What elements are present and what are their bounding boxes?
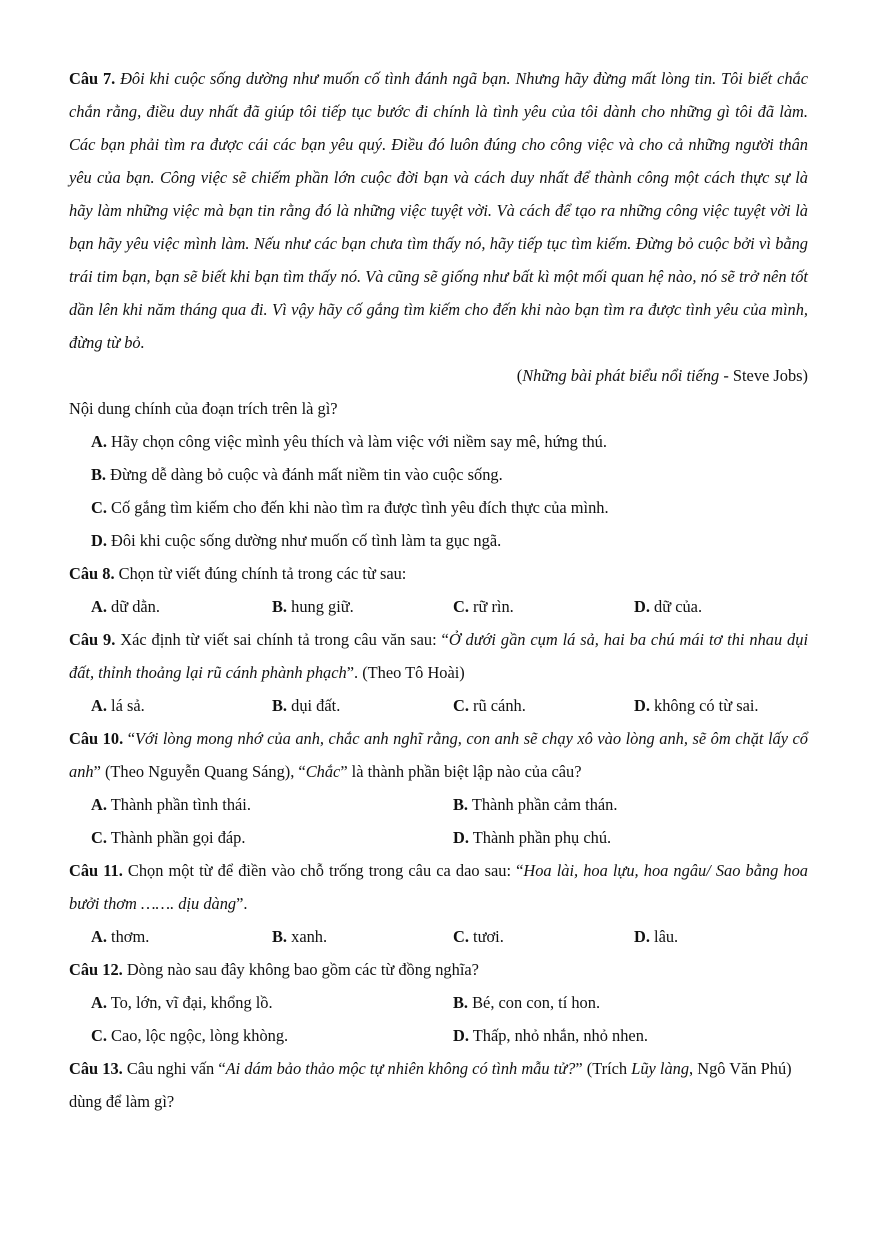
- option-d[interactable]: D. không có từ sai.: [634, 696, 759, 715]
- quote: Hoa lài, hoa lựu, hoa ngâu/ Sao bằng hoa bưởi thơm ……. dịu dàng: [69, 861, 808, 913]
- option-a[interactable]: A. Thành phần tình thái.: [91, 795, 251, 814]
- quote: Ở dưới gần cụm lá sả, hai ba chú mái tơ thi nhau dụi đất, thỉnh thoảng lại rũ cánh phành phạch: [69, 630, 808, 682]
- options-row: [69, 821, 808, 854]
- option-a[interactable]: A. Hãy chọn công việc mình yêu thích và làm việc với niềm say mê, hứng thú.: [91, 432, 607, 451]
- question-label: Câu 10.: [69, 729, 124, 748]
- quote: Với lòng mong nhớ của anh, chắc anh nghĩ rằng, con anh sẽ chạy xô vào lòng anh, sẽ ôm chặt lấy cổ anh: [69, 729, 808, 781]
- question-label: Câu 7.: [69, 69, 116, 88]
- keyword: Chắc: [305, 762, 341, 781]
- work-title: Lũy làng: [631, 1059, 690, 1078]
- quote: Ai dám bảo thảo mộc tự nhiên không có tình mẫu tử?: [225, 1059, 576, 1078]
- option-b[interactable]: B. xanh.: [272, 927, 328, 946]
- options-row: [69, 689, 808, 722]
- question-7: [69, 62, 808, 359]
- option-c[interactable]: C. Thành phần gọi đáp.: [91, 828, 246, 847]
- option-b[interactable]: B. Thành phần cảm thán.: [453, 795, 618, 814]
- question-8: Câu 8. Chọn từ viết đúng chính tả trong các từ sau:: [69, 564, 407, 583]
- option-a[interactable]: A. To, lớn, vĩ đại, khổng lồ.: [91, 993, 273, 1012]
- question-11: Câu 11. Chọn một từ để điền vào chỗ trống trong câu ca dao sau: “Hoa lài, hoa lựu, hoa ngâu/ Sao bằng hoa bưởi thơm ……. dịu dàng”.: [69, 861, 808, 913]
- question-label: Câu 13.: [69, 1059, 123, 1078]
- option-b[interactable]: B. Bé, con con, tí hon.: [453, 993, 601, 1012]
- option-b[interactable]: B. hung giữ.: [272, 597, 354, 616]
- option-d[interactable]: D. Đôi khi cuộc sống dường như muốn cố tình làm ta gục ngã.: [91, 531, 502, 550]
- option-d[interactable]: D. Thành phần phụ chú.: [453, 828, 612, 847]
- question-12: Câu 12. Dòng nào sau đây không bao gồm các từ đồng nghĩa?: [69, 960, 479, 979]
- question-13: Câu 13. Câu nghi vấn “Ai dám bảo thảo mộc tự nhiên không có tình mẫu tử?” (Trích Lũy làng, Ngô Văn Phú) dùng để làm gì?: [69, 1059, 792, 1111]
- option-c[interactable]: C. Cố gắng tìm kiếm cho đến khi nào tìm ra được tình yêu đích thực của mình.: [91, 498, 609, 517]
- option-d[interactable]: D. lâu.: [634, 927, 679, 946]
- question-7-prompt: Nội dung chính của đoạn trích trên là gì?: [69, 399, 338, 418]
- option-b[interactable]: B. Đừng dễ dàng bỏ cuộc và đánh mất niềm tin vào cuộc sống.: [91, 465, 503, 484]
- options-row: [69, 920, 808, 953]
- question-label: Câu 8.: [69, 564, 115, 583]
- option-a[interactable]: A. dữ dằn.: [91, 597, 160, 616]
- passage-source: (Những bài phát biểu nổi tiếng - Steve Jobs): [516, 366, 808, 385]
- options-row: [69, 1019, 808, 1052]
- option-a[interactable]: A. thơm.: [91, 927, 150, 946]
- question-label: Câu 9.: [69, 630, 116, 649]
- source-author: - Steve Jobs): [719, 366, 808, 385]
- passage-text: Đôi khi cuộc sống dường như muốn cố tình đánh ngã bạn. Nhưng hãy đừng mất lòng tin. Tôi biết chắc chắn rằng, điều duy nhất đã giúp tôi tiếp tục bước đi chính là tình yêu của tôi dành cho những gì tôi đã làm. Các bạn phải tìm ra được cái các bạn yêu quý. Điều đó luôn đúng cho công việc và cho cả những người thân yêu của bạn. Công việc sẽ chiếm phần lớn cuộc đời bạn và cách duy nhất để thành công một cách thực sự là hãy làm những việc mà bạn tin rằng đó là những việc tuyệt vời. Và cách để tạo ra những công việc tuyệt vời là bạn hãy yêu việc mình làm. Nếu như các bạn chưa tìm thấy nó, hãy tiếp tục tìm kiếm. Đừng bỏ cuộc bởi vì bằng trái tim bạn, bạn sẽ biết khi bạn tìm thấy nó. Và cũng sẽ giống như bất kì một mối quan hệ nào, nó sẽ trở nên tốt dần lên khi năm tháng qua đi. Vì vậy hãy cố gắng tìm kiếm cho đến khi nào bạn tìm ra được tình yêu của mình, đừng từ bỏ.: [69, 69, 808, 352]
- options-row: [69, 590, 808, 623]
- option-c[interactable]: C. tươi.: [453, 927, 504, 946]
- question-9: Câu 9. Xác định từ viết sai chính tả trong câu văn sau: “Ở dưới gần cụm lá sả, hai ba chú mái tơ thi nhau dụi đất, thỉnh thoảng lại rũ cánh phành phạch”. (Theo Tô Hoài): [69, 630, 808, 682]
- option-c[interactable]: C. rữ rìn.: [453, 597, 514, 616]
- options-row: [69, 986, 808, 1019]
- question-10: Câu 10. “Với lòng mong nhớ của anh, chắc anh nghĩ rằng, con anh sẽ chạy xô vào lòng anh, sẽ ôm chặt lấy cổ anh” (Theo Nguyễn Quang Sáng), “Chắc” là thành phần biệt lập nào của câu?: [69, 729, 808, 781]
- option-d[interactable]: D. Thấp, nhỏ nhắn, nhỏ nhen.: [453, 1026, 648, 1045]
- option-c[interactable]: C. Cao, lộc ngộc, lòng khòng.: [91, 1026, 289, 1045]
- source-title: Những bài phát biểu nổi tiếng: [522, 366, 720, 385]
- question-label: Câu 12.: [69, 960, 123, 979]
- question-label: Câu 11.: [69, 861, 123, 880]
- exam-page: [69, 62, 808, 1118]
- option-c[interactable]: C. rũ cánh.: [453, 696, 526, 715]
- option-d[interactable]: D. dữ của.: [634, 597, 703, 616]
- option-b[interactable]: B. dụi đất.: [272, 696, 341, 715]
- options-row: [69, 788, 808, 821]
- option-a[interactable]: A. lá sả.: [91, 696, 145, 715]
